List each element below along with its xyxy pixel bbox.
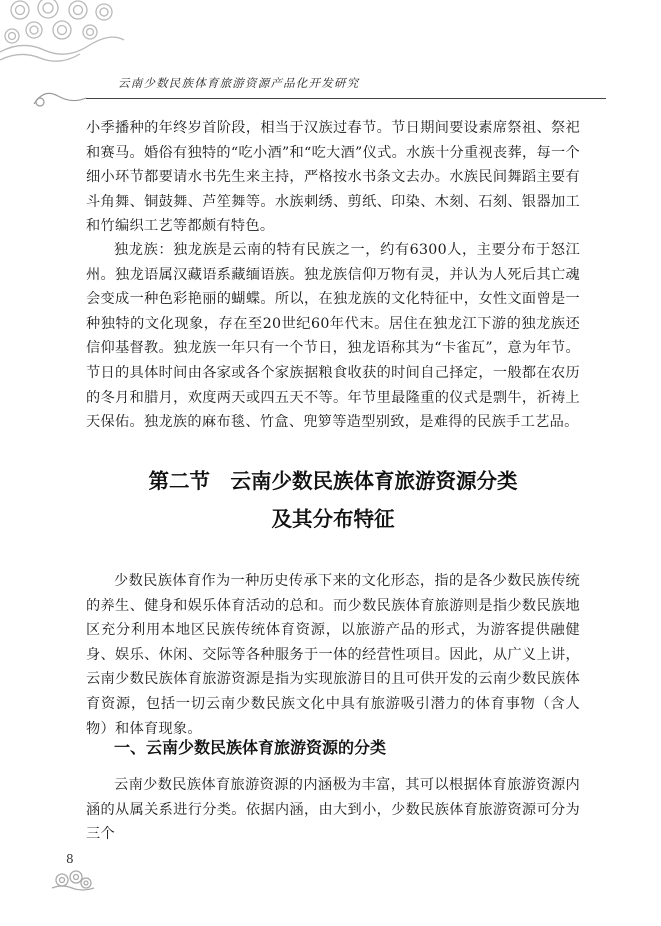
paragraph-sports-definition: 少数民族体育作为一种历史传承下来的文化形态，指的是各少数民族传统的养生、健身和娱乐体育活动的总和。而少数民族体育旅游则是指少数民族地区充分利用本地区民族传统体育资源，以旅游产品的形式，为游客提供融健身、娱乐、休闲、交际等各种服务于一体的经营性项目。因此，从广义上讲，云南少数民族体育旅游资源是指为实现旅游目的且可供开发的云南少数民族体育资源，包括一切云南少数民族文化中具有旅游吸引潜力的体育事物（含人物）和体育现象。 bbox=[86, 573, 580, 737]
header-rule bbox=[86, 98, 606, 99]
running-header: 云南少数民族体育旅游资源产品化开发研究 bbox=[118, 76, 360, 90]
section-title-line-2: 及其分布特征 bbox=[271, 507, 395, 531]
section-title-line-1: 第二节 云南少数民族体育旅游资源分类 bbox=[148, 469, 518, 493]
paragraph-shui-customs: 小季播种的年终岁首阶段，相当于汉族过春节。节日期间要设素席祭祖、祭祀和赛马。婚俗有独特的“吃小酒”和“吃大酒”仪式。水族十分重视丧葬，每一个细小环节都要请水书先生来主持，严格按水书条文去办。水族民间舞蹈主要有斗角舞、铜鼓舞、芦笙舞等。水族刺绣、剪纸、印染、木刻、石刻、银器加工和竹编织工艺等都颇有特色。 bbox=[86, 120, 580, 235]
corner-cloud-ornament-icon bbox=[0, 0, 130, 72]
page-number: 8 bbox=[66, 852, 74, 866]
header-swirl-ornament-icon bbox=[30, 82, 94, 112]
subsection-title: 一、云南少数民族体育旅游资源的分类 bbox=[114, 738, 387, 757]
footer-cloud-ornament-icon bbox=[50, 868, 96, 892]
paragraph-classification: 云南少数民族体育旅游资源的内涵极为丰富，其可以根据体育旅游资源内涵的从属关系进行分类。依据内涵，由大到小，少数民族体育旅游资源可分为三个 bbox=[86, 777, 580, 843]
paragraph-dulong-ethnic: 独龙族：独龙族是云南的特有民族之一，约有6300人，主要分布于怒江州。独龙语属汉藏语系藏缅语族。独龙族信仰万物有灵，并认为人死后其亡魂会变成一种色彩艳丽的蝴蝶。所以，在独龙族的文化特征中，女性文面曾是一种独特的文化现象，存在至20世纪60年代末。居住在独龙江下游的独龙族还信仰基督教。独龙族一年只有一个节日，独龙语称其为“卡雀瓦”，意为年节。节日的具体时间由各家或各个家族据粮食收获的时间自己择定，一般都在农历的冬月和腊月，欢度两天或四五天不等。年节里最隆重的仪式是剽牛，祈祷上天保佑。独龙族的麻布毯、竹盒、兜箩等造型别致，是难得的民族手工艺品。 bbox=[86, 242, 580, 431]
section-title bbox=[86, 462, 580, 538]
